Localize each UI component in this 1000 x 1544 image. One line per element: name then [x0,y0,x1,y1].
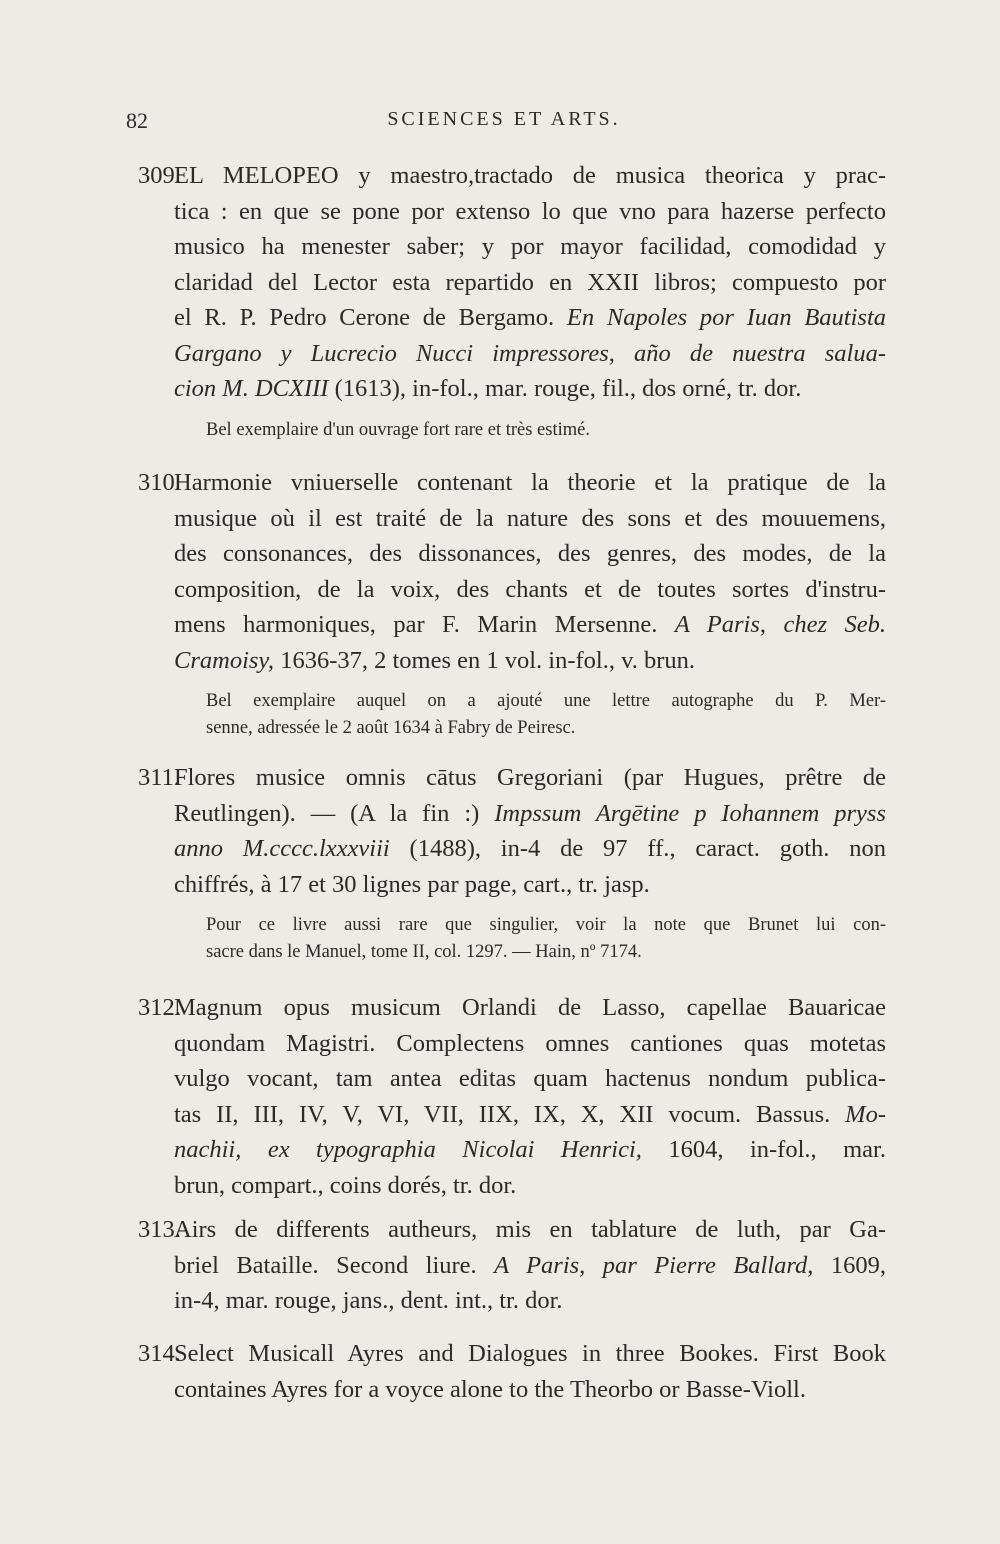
catalogue-entry [138,1336,886,1407]
entry-line [138,465,886,501]
entry-line [174,1248,886,1284]
note-line: Pour ce livre aussi rare que singulier, voir la note que Brunet lui con- [206,915,886,935]
catalogue-entry [138,760,886,966]
entry-text: Select Musicall Ayres and Dialogues in three Bookes. First Book [174,1340,886,1367]
entry-line [174,643,886,679]
entry-text: 1609, [813,1251,887,1279]
italic-text: anno M.cccc.lxxxviii [174,835,390,862]
entry-line [174,831,886,867]
entry-line [138,1212,886,1248]
entry-text: Magnum opus musicum Orlandi de Lasso, capellae Bauaricae [174,994,886,1021]
entry-line [138,760,886,796]
entry-number: 310. [138,469,181,496]
entry-line [174,1168,886,1204]
entry-text: des consonances, des dissonances, des genres, des modes, de la [174,540,886,567]
entry-line [174,194,886,230]
entry-text: Reutlingen). — (A la fin :) [174,799,495,827]
entry-text: 1604, in-fol., mar. [641,1136,886,1163]
entry-number: 313. [138,1216,181,1243]
entry-line [174,1132,886,1168]
note-line: Bel exemplaire auquel on a ajouté une lettre autographe du P. Mer- [206,691,886,711]
entry-line [138,990,886,1026]
entry-line [174,501,886,537]
entry-line [174,536,886,572]
note-line: sacre dans le Manuel, tome II, col. 1297. — Hain, nº 7174. [206,942,642,962]
italic-text: Cramoisy, [174,646,275,674]
note-line: Bel exemplaire d'un ouvrage fort rare et très estimé. [206,419,590,440]
catalogue-entry [138,990,886,1203]
entry-line [174,265,886,301]
entry-line [138,158,886,194]
entry-line [174,1061,886,1097]
entry-number: 314. [138,1340,181,1367]
entry-line [174,1372,886,1408]
entry-text: Harmonie vniuerselle contenant la theorie et la pratique de la [174,469,886,496]
entry-text: claridad del Lector esta repartido en XXII libros; compuesto por [174,268,886,296]
entry-text: in-4, mar. rouge, jans., dent. int., tr. dor. [174,1287,563,1314]
entry-line [174,300,886,336]
entry-text: musico ha menester saber; y por mayor facilidad, comodidad y [174,233,886,260]
entry-text: (1613), in-fol., mar. rouge, fil., dos orné, tr. dor. [328,375,802,402]
catalogue-entry [138,1212,887,1319]
entry-line [174,1026,886,1062]
entry-note [174,912,886,966]
entry-text: tas II, III, IV, V, VI, VII, IIX, IX, X, XII vocum. Bassus. [174,1100,846,1128]
entry-text: containes Ayres for a voyce alone to the Theorbo or Basse-Violl. [174,1375,806,1403]
italic-text: A Paris, par Pierre Ballard, [494,1251,814,1279]
entry-line [174,572,886,608]
entry-text: Airs de differents autheurs, mis en tablature de luth, par Ga- [174,1216,886,1243]
entry-text: EL MELOPEO y maestro,tractado de musica theorica y prac- [174,162,886,189]
entry-text: composition, de la voix, des chants et de toutes sortes d'instru- [174,575,886,603]
entry-line [174,796,886,832]
entry-line [174,336,886,372]
entry-note [174,688,886,742]
catalogue-entry [138,465,886,742]
entry-number: 312. [138,994,181,1021]
italic-text: Gargano y Lucrecio Nucci impressores, año de nuestra salua- [174,339,886,367]
entry-text: vulgo vocant, tam antea editas quam hactenus nondum publica- [174,1065,886,1092]
entry-line [138,1336,886,1372]
entry-text: 1636-37, 2 tomes en 1 vol. in-fol., v. brun. [274,646,696,674]
entry-line [174,607,886,643]
italic-text: nachii, ex typographia Nicolai Henrici, [174,1136,642,1163]
entry-line [174,1097,886,1133]
entry-line [174,371,886,407]
entry-text: Flores musice omnis cātus Gregoriani (par Hugues, prêtre de [174,764,886,791]
entry-text: quondam Magistri. Complectens omnes cantiones quas motetas [174,1029,886,1057]
italic-text: En Napoles por Iuan Bautista [566,304,887,331]
entry-text: musique où il est traité de la nature des sons et des mouuemens, [174,504,886,532]
entry-note [174,417,886,444]
entry-line [174,1283,886,1319]
catalogue-entry [138,158,887,444]
entry-text: brun, compart., coins dorés, tr. dor. [174,1171,517,1199]
entry-text: el R. P. Pedro Cerone de Bergamo. [174,304,567,331]
entry-line [174,867,886,903]
entry-text: mens harmoniques, par F. Marin Mersenne. [174,611,675,638]
entry-text: briel Bataille. Second liure. [174,1251,495,1279]
italic-text: cion M. DCXIII [174,375,329,402]
italic-text: Mo- [845,1100,886,1128]
entry-text: tica : en que se pone por extenso lo que vno para hazerse perfecto [174,197,886,225]
entry-number: 311. [138,764,180,791]
note-line: senne, adressée le 2 août 1634 à Fabry de Peiresc. [206,718,576,738]
page-header [0,108,1000,138]
italic-text: A Paris, chez Seb. [674,611,886,638]
entry-text: chiffrés, à 17 et 30 lignes par page, cart., tr. jasp. [174,870,650,898]
running-head: SCIENCES ET ARTS. [387,108,621,130]
entry-line [174,229,886,265]
entry-text: (1488), in-4 de 97 ff., caract. goth. non [389,835,886,862]
italic-text: Impssum Argētine p Iohannem pryss [494,799,886,827]
page-number: 82 [126,108,148,133]
entry-number: 309. [138,162,181,189]
